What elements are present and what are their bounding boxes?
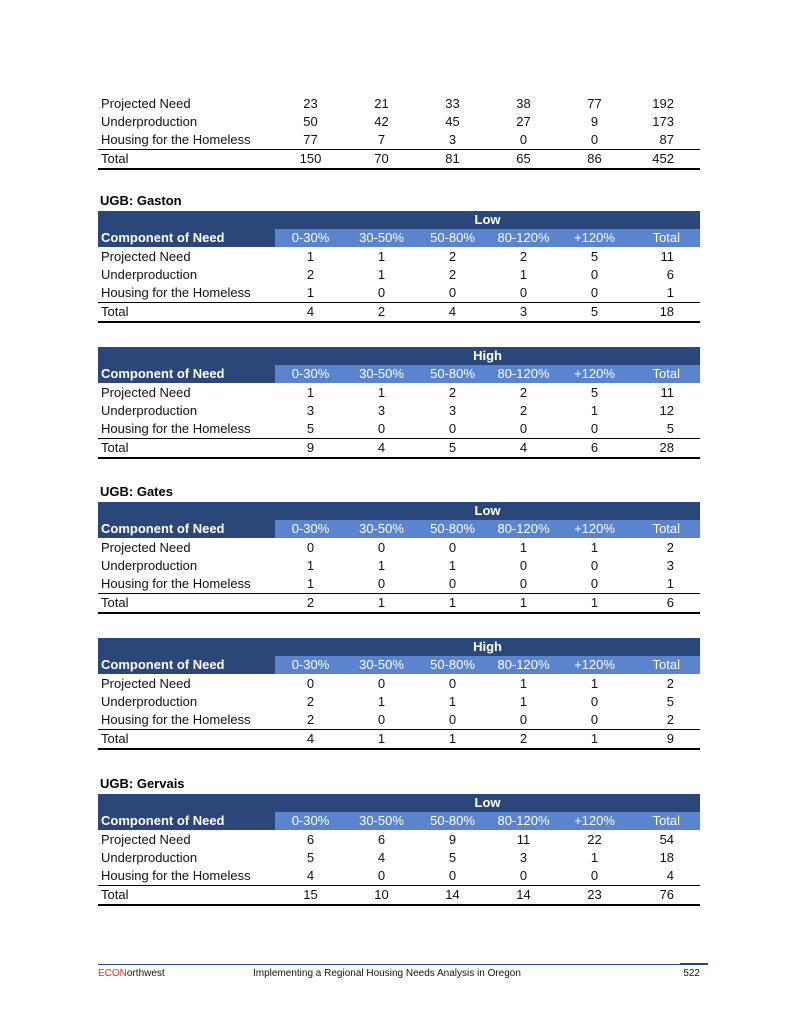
header-row bbox=[98, 365, 700, 384]
cell-total: 12 bbox=[659, 403, 675, 418]
column-header: +120% bbox=[559, 812, 630, 831]
cell-value: 2 bbox=[275, 594, 346, 614]
column-header: 30-50% bbox=[346, 365, 417, 384]
cell-value: 150 bbox=[275, 150, 346, 170]
cell-value: 7 bbox=[377, 132, 386, 147]
cell-value: 0 bbox=[448, 868, 457, 883]
cell-total: 11 bbox=[660, 249, 675, 264]
cell-value: 0 bbox=[590, 558, 599, 573]
column-header: Component of Need bbox=[98, 812, 275, 831]
cell-value: 0 bbox=[590, 868, 599, 883]
total-row bbox=[98, 730, 700, 750]
scenario-label: Low bbox=[275, 794, 700, 812]
row-label: Projected Need bbox=[101, 832, 191, 847]
row-label: Total bbox=[98, 439, 275, 459]
table-row bbox=[98, 113, 700, 131]
column-header: 30-50% bbox=[346, 656, 417, 675]
column-header: 50-80% bbox=[417, 656, 488, 675]
column-header: 80-120% bbox=[488, 365, 559, 384]
column-header: 50-80% bbox=[417, 229, 488, 248]
cell-value: 0 bbox=[448, 676, 457, 691]
cell-value: 9 bbox=[448, 832, 457, 847]
brand-rest: orthwest bbox=[126, 968, 165, 979]
cell-value: 4 bbox=[377, 850, 386, 865]
cell-value: 50 bbox=[303, 114, 318, 129]
column-header: Total bbox=[630, 812, 700, 831]
cell-value: 1 bbox=[417, 594, 488, 614]
cell-value: 0 bbox=[590, 694, 599, 709]
row-label: Housing for the Homeless bbox=[101, 132, 251, 147]
cell-value: 3 bbox=[377, 403, 386, 418]
cell-value: 0 bbox=[590, 267, 599, 282]
column-header: 80-120% bbox=[488, 656, 559, 675]
cell-value: 0 bbox=[448, 285, 457, 300]
column-header: 50-80% bbox=[417, 812, 488, 831]
cell-value: 2 bbox=[306, 694, 315, 709]
column-header: 30-50% bbox=[346, 520, 417, 539]
page-number: 522 bbox=[683, 968, 700, 979]
cell-value: 5 bbox=[306, 421, 315, 436]
cell-total: 173 bbox=[652, 114, 674, 129]
cell-total: 11 bbox=[660, 385, 675, 400]
row-label: Total bbox=[98, 150, 275, 170]
cell-value: 1 bbox=[306, 249, 315, 264]
scenario-band bbox=[98, 638, 700, 656]
cell-value: 1 bbox=[590, 676, 599, 691]
row-label: Projected Need bbox=[101, 385, 191, 400]
header-row bbox=[98, 229, 700, 248]
cell-value: 6 bbox=[559, 439, 630, 459]
cell-value: 2 bbox=[346, 303, 417, 323]
cell-value: 1 bbox=[417, 730, 488, 750]
table-row bbox=[98, 539, 700, 558]
scenario-label: Low bbox=[275, 211, 700, 229]
table-row bbox=[98, 402, 700, 420]
cell-total: 1 bbox=[666, 576, 675, 591]
cell-value: 1 bbox=[519, 540, 528, 555]
cell-value: 0 bbox=[590, 421, 599, 436]
cell-value: 0 bbox=[377, 868, 386, 883]
column-header: 0-30% bbox=[275, 520, 346, 539]
table-row bbox=[98, 95, 700, 113]
column-header: 80-120% bbox=[488, 812, 559, 831]
cell-value: 0 bbox=[377, 712, 386, 727]
scenario-label: High bbox=[275, 638, 700, 656]
cell-total: 3 bbox=[666, 558, 675, 573]
cell-value: 3 bbox=[448, 403, 457, 418]
cell-value: 2 bbox=[519, 385, 528, 400]
row-label: Housing for the Homeless bbox=[101, 421, 251, 436]
column-header: 80-120% bbox=[488, 229, 559, 248]
table-row bbox=[98, 575, 700, 594]
cell-value: 0 bbox=[448, 540, 457, 555]
cell-value: 0 bbox=[519, 712, 528, 727]
need-table bbox=[98, 794, 700, 906]
cell-value: 22 bbox=[587, 832, 602, 847]
cell-value: 4 bbox=[275, 730, 346, 750]
cell-total: 76 bbox=[630, 886, 700, 906]
cell-value: 14 bbox=[417, 886, 488, 906]
cell-value: 70 bbox=[346, 150, 417, 170]
cell-value: 10 bbox=[346, 886, 417, 906]
cell-value: 1 bbox=[377, 249, 386, 264]
table-gates-high bbox=[98, 638, 700, 750]
cell-value: 77 bbox=[587, 96, 602, 111]
cell-value: 4 bbox=[306, 868, 315, 883]
cell-value: 15 bbox=[275, 886, 346, 906]
cell-total: 87 bbox=[659, 132, 674, 147]
cell-value: 0 bbox=[590, 132, 599, 147]
cell-total: 6 bbox=[666, 267, 675, 282]
column-header: Component of Need bbox=[98, 520, 275, 539]
cell-total: 54 bbox=[659, 832, 675, 847]
cell-value: 0 bbox=[519, 558, 528, 573]
cell-value: 1 bbox=[377, 694, 386, 709]
cell-total: 6 bbox=[630, 594, 700, 614]
cell-value: 1 bbox=[590, 540, 599, 555]
column-header: 30-50% bbox=[346, 229, 417, 248]
table-row bbox=[98, 284, 700, 303]
cell-value: 0 bbox=[519, 421, 528, 436]
row-label: Projected Need bbox=[101, 540, 191, 555]
cell-value: 0 bbox=[377, 285, 386, 300]
table-row bbox=[98, 711, 700, 730]
cell-total: 5 bbox=[666, 694, 675, 709]
cell-value: 4 bbox=[346, 439, 417, 459]
cell-value: 3 bbox=[448, 132, 457, 147]
cell-total: 9 bbox=[630, 730, 700, 750]
cell-value: 5 bbox=[559, 303, 630, 323]
row-label: Underproduction bbox=[101, 114, 198, 129]
cell-value: 1 bbox=[306, 576, 315, 591]
cell-value: 6 bbox=[306, 832, 315, 847]
total-row bbox=[98, 439, 700, 459]
table-gervais-low bbox=[98, 794, 700, 906]
cell-value: 2 bbox=[306, 712, 315, 727]
table-row bbox=[98, 420, 700, 439]
row-label: Underproduction bbox=[101, 558, 198, 573]
cell-value: 38 bbox=[516, 96, 531, 111]
table-continued bbox=[98, 95, 700, 170]
cell-value: 2 bbox=[448, 267, 457, 282]
cell-value: 1 bbox=[377, 558, 386, 573]
table-gaston-high bbox=[98, 347, 700, 459]
cell-value: 77 bbox=[303, 132, 318, 147]
cell-value: 0 bbox=[306, 540, 315, 555]
cell-value: 1 bbox=[590, 403, 599, 418]
column-header: Total bbox=[630, 656, 700, 675]
cell-value: 1 bbox=[306, 385, 315, 400]
row-label: Housing for the Homeless bbox=[101, 868, 251, 883]
brand-econ: ECON bbox=[98, 968, 127, 979]
cell-value: 3 bbox=[488, 303, 559, 323]
row-label: Housing for the Homeless bbox=[101, 285, 251, 300]
cell-value: 4 bbox=[275, 303, 346, 323]
table-row bbox=[98, 131, 700, 150]
cell-value: 1 bbox=[519, 676, 528, 691]
row-label: Housing for the Homeless bbox=[101, 576, 251, 591]
cell-value: 0 bbox=[377, 576, 386, 591]
cell-value: 0 bbox=[519, 868, 528, 883]
cell-value: 2 bbox=[448, 249, 457, 264]
column-header: Component of Need bbox=[98, 365, 275, 384]
scenario-label: Low bbox=[275, 502, 700, 520]
row-label: Underproduction bbox=[101, 267, 198, 282]
cell-value: 1 bbox=[306, 285, 315, 300]
cell-total: 18 bbox=[630, 303, 700, 323]
cell-total: 28 bbox=[630, 439, 700, 459]
cell-value: 0 bbox=[377, 676, 386, 691]
cell-value: 2 bbox=[519, 403, 528, 418]
cell-value: 33 bbox=[445, 96, 460, 111]
row-label: Projected Need bbox=[101, 676, 191, 691]
table-row bbox=[98, 693, 700, 711]
total-row bbox=[98, 594, 700, 614]
total-row bbox=[98, 303, 700, 323]
cell-value: 45 bbox=[445, 114, 460, 129]
row-label: Underproduction bbox=[101, 850, 198, 865]
cell-total: 5 bbox=[666, 421, 675, 436]
scenario-band bbox=[98, 794, 700, 812]
column-header: 30-50% bbox=[346, 812, 417, 831]
row-label: Projected Need bbox=[101, 249, 191, 264]
column-header: 80-120% bbox=[488, 520, 559, 539]
cell-value: 11 bbox=[516, 832, 531, 847]
cell-value: 86 bbox=[559, 150, 630, 170]
column-header: 0-30% bbox=[275, 656, 346, 675]
header-row bbox=[98, 656, 700, 675]
row-label: Total bbox=[98, 730, 275, 750]
column-header: 50-80% bbox=[417, 365, 488, 384]
ugb-heading: UGB: Gates bbox=[100, 484, 173, 499]
cell-value: 14 bbox=[488, 886, 559, 906]
cell-value: 21 bbox=[374, 96, 389, 111]
scenario-band bbox=[98, 211, 700, 229]
cell-value: 65 bbox=[488, 150, 559, 170]
cell-total: 192 bbox=[652, 96, 674, 111]
cell-value: 0 bbox=[590, 576, 599, 591]
cell-value: 23 bbox=[303, 96, 318, 111]
cell-total: 2 bbox=[666, 540, 675, 555]
cell-value: 0 bbox=[306, 676, 315, 691]
cell-value: 0 bbox=[519, 285, 528, 300]
column-header: +120% bbox=[559, 229, 630, 248]
row-label: Projected Need bbox=[101, 96, 191, 111]
cell-value: 0 bbox=[590, 712, 599, 727]
scenario-band bbox=[98, 347, 700, 365]
cell-total: 2 bbox=[666, 676, 675, 691]
cell-value: 2 bbox=[306, 267, 315, 282]
cell-total: 452 bbox=[630, 150, 700, 170]
table-row bbox=[98, 849, 700, 867]
cell-value: 5 bbox=[590, 249, 599, 264]
cell-value: 0 bbox=[519, 576, 528, 591]
cell-value: 1 bbox=[488, 594, 559, 614]
column-header: 0-30% bbox=[275, 812, 346, 831]
cell-value: 9 bbox=[275, 439, 346, 459]
ugb-heading: UGB: Gervais bbox=[100, 776, 185, 791]
scenario-label: High bbox=[275, 347, 700, 365]
cell-value: 1 bbox=[377, 267, 386, 282]
column-header: Component of Need bbox=[98, 656, 275, 675]
header-row bbox=[98, 812, 700, 831]
cell-value: 5 bbox=[448, 850, 457, 865]
column-header: 0-30% bbox=[275, 229, 346, 248]
table-gaston-low bbox=[98, 211, 700, 323]
need-table bbox=[98, 502, 700, 614]
cell-value: 0 bbox=[519, 132, 528, 147]
cell-value: 3 bbox=[519, 850, 528, 865]
table-row bbox=[98, 266, 700, 284]
column-header: 50-80% bbox=[417, 520, 488, 539]
cell-value: 0 bbox=[590, 285, 599, 300]
cell-value: 5 bbox=[417, 439, 488, 459]
footer-rule-accent bbox=[680, 963, 708, 965]
cell-value: 5 bbox=[590, 385, 599, 400]
cell-value: 1 bbox=[590, 850, 599, 865]
footer-rule bbox=[98, 964, 708, 965]
cell-value: 1 bbox=[306, 558, 315, 573]
cell-value: 9 bbox=[590, 114, 599, 129]
scenario-band bbox=[98, 502, 700, 520]
cell-value: 5 bbox=[306, 850, 315, 865]
header-row bbox=[98, 520, 700, 539]
column-header: +120% bbox=[559, 365, 630, 384]
footer-brand bbox=[98, 968, 165, 979]
row-label: Total bbox=[98, 303, 275, 323]
row-label: Underproduction bbox=[101, 694, 198, 709]
need-table bbox=[98, 211, 700, 323]
page-footer bbox=[98, 964, 708, 980]
cell-total: 1 bbox=[666, 285, 675, 300]
total-row bbox=[98, 886, 700, 906]
table-row bbox=[98, 557, 700, 575]
cell-value: 81 bbox=[417, 150, 488, 170]
cell-total: 4 bbox=[666, 868, 675, 883]
row-label: Total bbox=[98, 886, 275, 906]
cell-value: 1 bbox=[377, 385, 386, 400]
column-header: +120% bbox=[559, 520, 630, 539]
ugb-heading: UGB: Gaston bbox=[100, 193, 182, 208]
cell-value: 0 bbox=[448, 421, 457, 436]
column-header: +120% bbox=[559, 656, 630, 675]
cell-value: 6 bbox=[377, 832, 386, 847]
cell-value: 0 bbox=[377, 540, 386, 555]
cell-value: 2 bbox=[519, 249, 528, 264]
row-label: Housing for the Homeless bbox=[101, 712, 251, 727]
cell-value: 1 bbox=[346, 730, 417, 750]
table-row bbox=[98, 831, 700, 850]
cell-value: 1 bbox=[346, 594, 417, 614]
need-table bbox=[98, 638, 700, 750]
cell-value: 4 bbox=[488, 439, 559, 459]
need-table bbox=[98, 347, 700, 459]
table-row bbox=[98, 675, 700, 694]
cell-value: 42 bbox=[374, 114, 389, 129]
table-row bbox=[98, 384, 700, 403]
cell-value: 3 bbox=[306, 403, 315, 418]
row-label: Underproduction bbox=[101, 403, 198, 418]
column-header: Total bbox=[630, 365, 700, 384]
cell-value: 1 bbox=[559, 730, 630, 750]
column-header: Total bbox=[630, 229, 700, 248]
cell-value: 0 bbox=[448, 712, 457, 727]
need-table bbox=[98, 95, 700, 170]
footer-title: Implementing a Regional Housing Needs Analysis in Oregon bbox=[253, 968, 521, 979]
cell-value: 23 bbox=[559, 886, 630, 906]
cell-value: 4 bbox=[417, 303, 488, 323]
cell-value: 2 bbox=[448, 385, 457, 400]
cell-value: 0 bbox=[377, 421, 386, 436]
cell-value: 1 bbox=[448, 694, 457, 709]
table-row bbox=[98, 248, 700, 267]
table-gates-low bbox=[98, 502, 700, 614]
total-row bbox=[98, 150, 700, 170]
cell-total: 2 bbox=[666, 712, 675, 727]
row-label: Total bbox=[98, 594, 275, 614]
cell-value: 1 bbox=[559, 594, 630, 614]
cell-value: 2 bbox=[488, 730, 559, 750]
cell-value: 0 bbox=[448, 576, 457, 591]
column-header: Component of Need bbox=[98, 229, 275, 248]
cell-value: 27 bbox=[516, 114, 531, 129]
table-row bbox=[98, 867, 700, 886]
cell-value: 1 bbox=[448, 558, 457, 573]
column-header: Total bbox=[630, 520, 700, 539]
cell-value: 1 bbox=[519, 267, 528, 282]
cell-value: 1 bbox=[519, 694, 528, 709]
cell-total: 18 bbox=[659, 850, 675, 865]
column-header: 0-30% bbox=[275, 365, 346, 384]
